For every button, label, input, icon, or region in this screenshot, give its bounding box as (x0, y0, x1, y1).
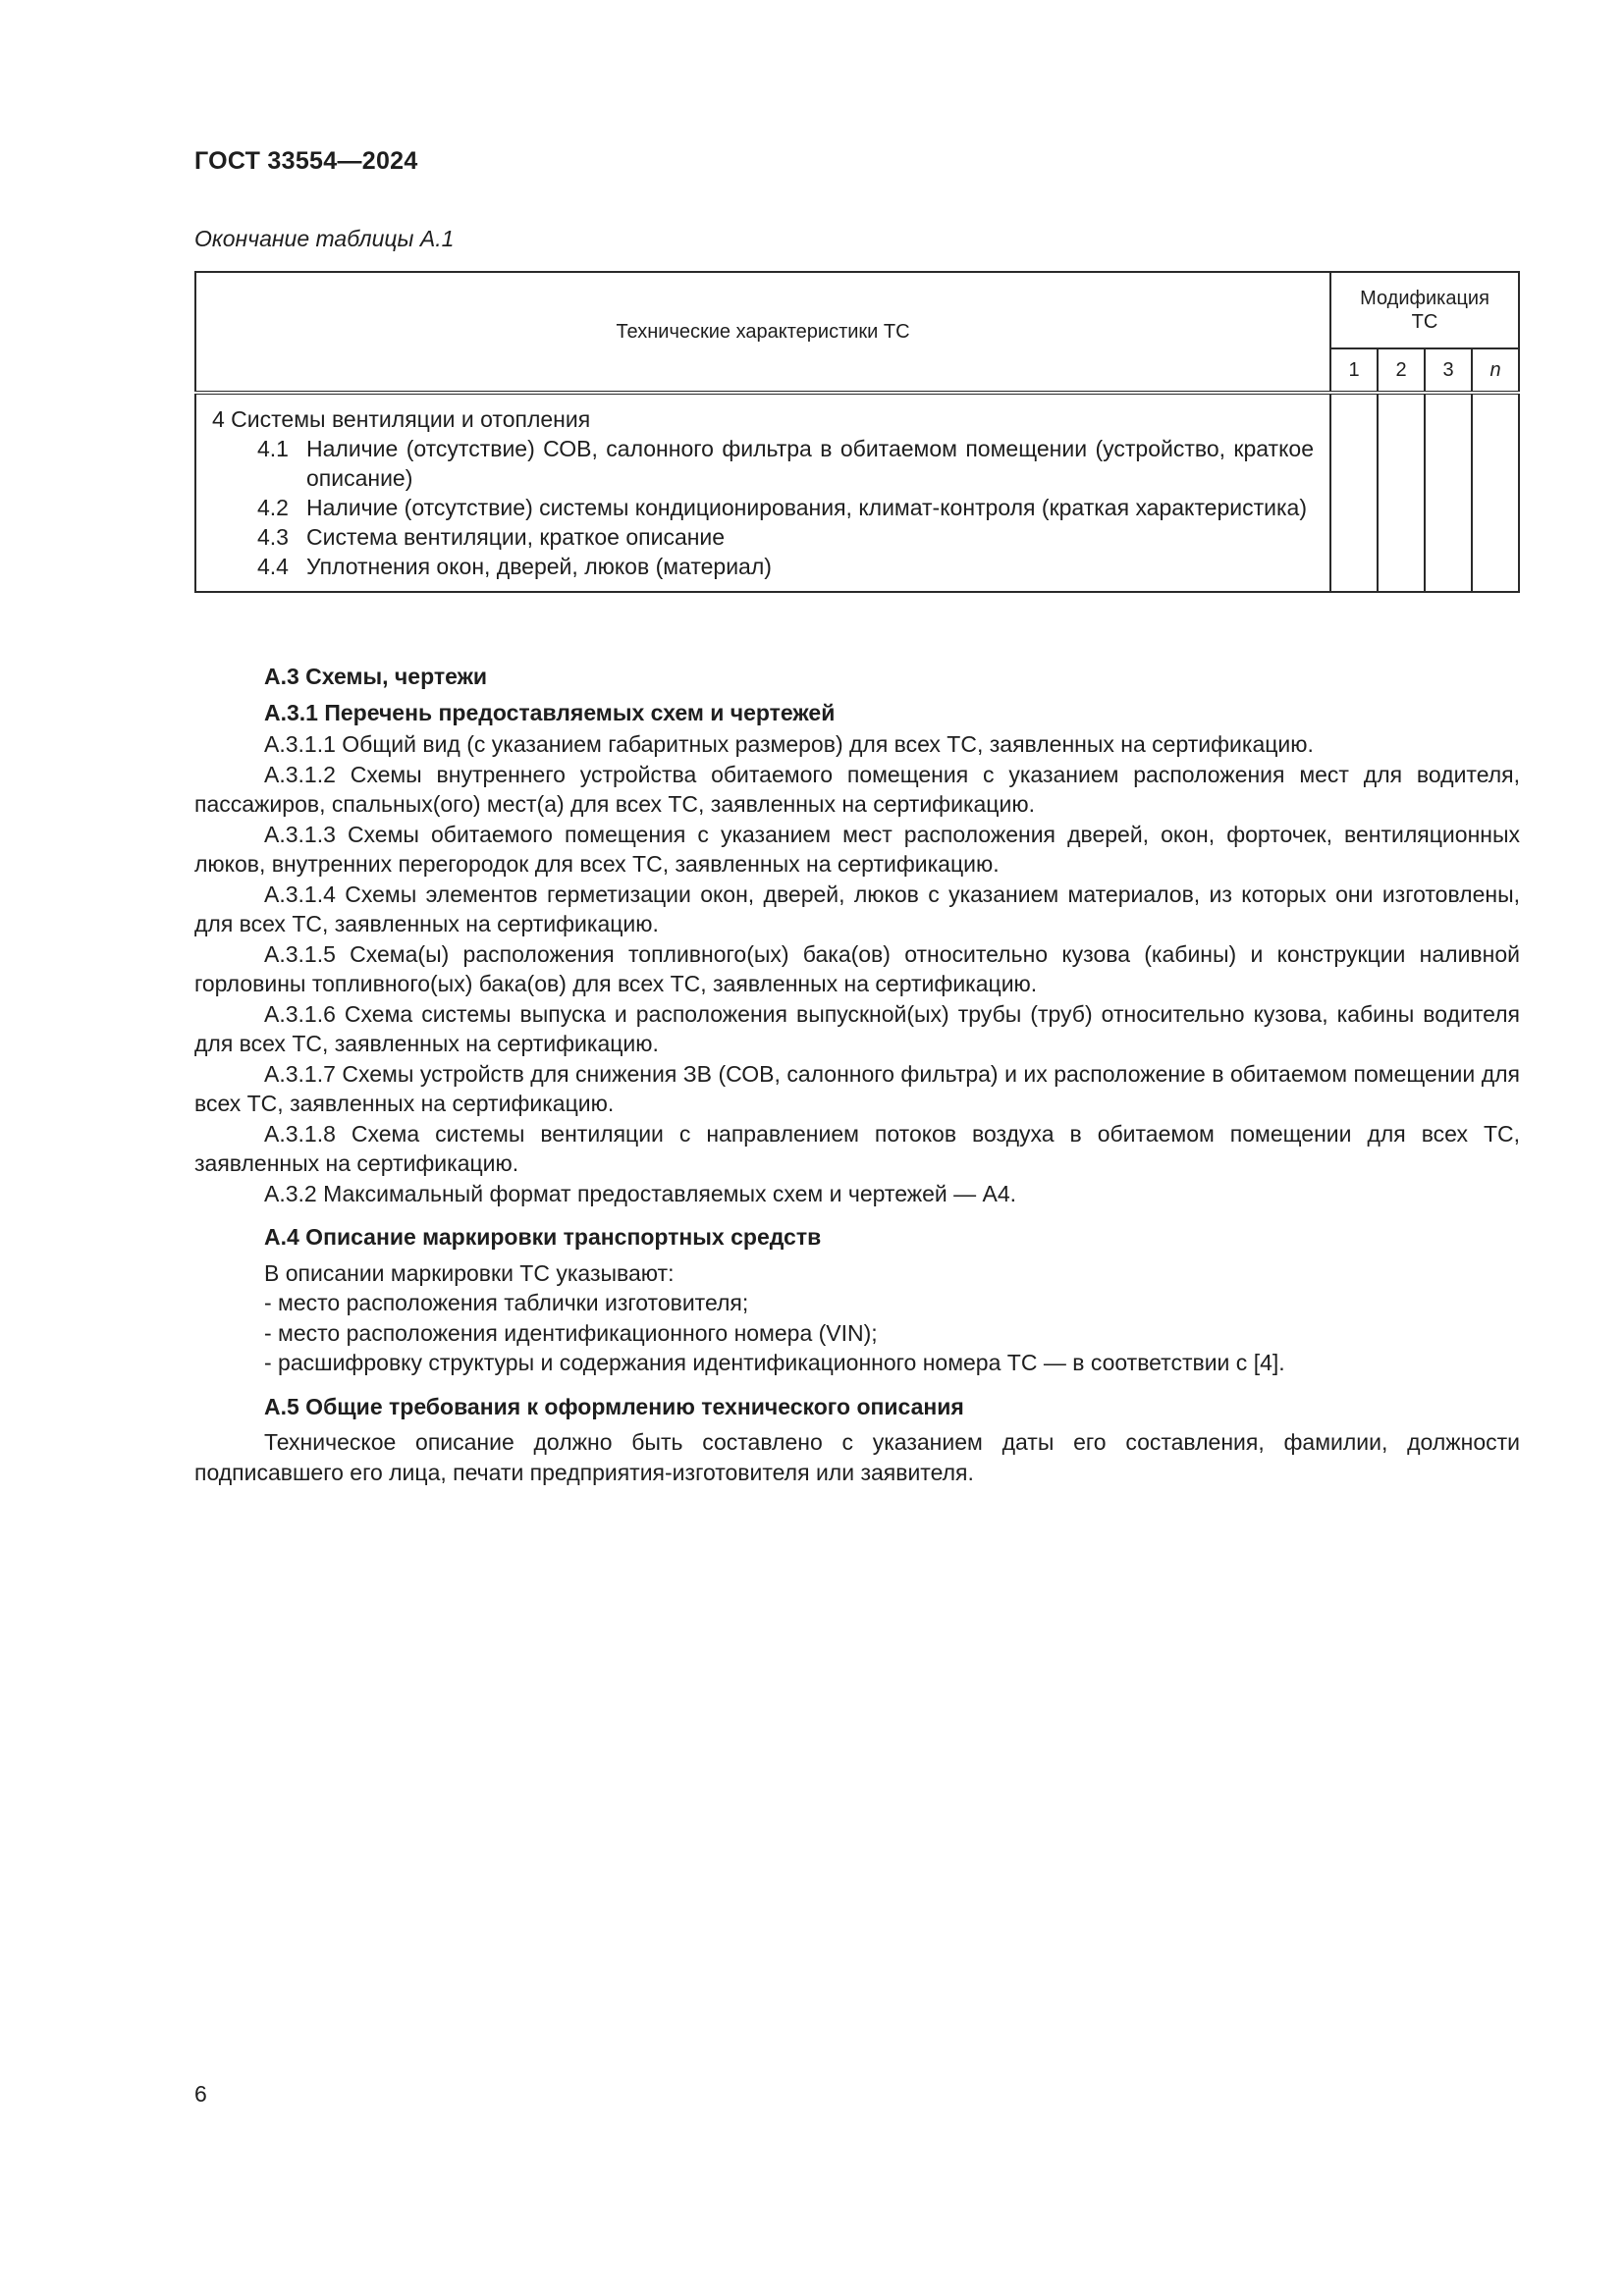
table-body-cell (195, 393, 1330, 592)
table-item (257, 552, 1314, 581)
document-header: ГОСТ 33554—2024 (194, 147, 418, 175)
paragraph: А.3.1.6 Схема системы выпуска и расположения выпускной(ых) трубы (труб) относительно кузова, кабины водителя для всех ТС, заявленных на сертификацию. (194, 1000, 1520, 1056)
mod-cell-n (1472, 393, 1519, 592)
col-header-mod-label: Модификация ТС (1360, 288, 1489, 333)
mod-col-2: 2 (1378, 348, 1425, 393)
paragraph: А.3.1.3 Схемы обитаемого помещения с указанием мест расположения дверей, окон, форточек, вентиляционных люков, внутренних перегородок для всех ТС, заявленных на сертификацию. (194, 821, 1520, 877)
table-section-title: 4 Системы вентиляции и отопления (212, 406, 591, 432)
page-number: 6 (194, 2081, 207, 2107)
paragraph: А.3.1.4 Схемы элементов герметизации окон, дверей, люков с указанием материалов, из которых они изготовлены, для всех ТС, заявленных на сертификацию. (194, 881, 1520, 936)
item-text: Система вентиляции, краткое описание (306, 524, 726, 550)
item-number: 4.4 (257, 554, 289, 579)
paragraph: А.3.1.5 Схема(ы) расположения топливного(ых) бака(ов) относительно кузова (кабины) и конструкции наливной горловины топливного(ых) бака(ов) для всех ТС, заявленных на сертификацию. (194, 940, 1520, 996)
paragraph: А.3.1.2 Схемы внутреннего устройства обитаемого помещения с указанием расположения мест для водителя, пассажиров, спальных(ого) мест(а) для всех ТС, заявленных на сертификацию. (194, 761, 1520, 817)
item-text: Наличие (отсутствие) системы кондиционирования, климат-контроля (краткая характеристика) (306, 495, 1307, 520)
list-item: - место расположения таблички изготовителя; (264, 1290, 749, 1315)
item-number: 4.1 (257, 436, 289, 461)
col-header-main: Технические характеристики ТС (195, 272, 1330, 393)
spec-table (194, 271, 1520, 593)
mod-cell-3 (1425, 393, 1472, 592)
col-header-modification (1330, 272, 1519, 348)
paragraph: А.3.1.7 Схемы устройств для снижения ЗВ (СОВ, салонного фильтра) и их расположение в обитаемом помещении для всех ТС, заявленных на сертификацию. (194, 1060, 1520, 1116)
section-a3-title: А.3 Схемы, чертежи (264, 664, 488, 689)
mod-col-1: 1 (1330, 348, 1378, 393)
item-text: Уплотнения окон, дверей, люков (материал) (306, 554, 772, 579)
mod-cell-1 (1330, 393, 1378, 592)
paragraph: Техническое описание должно быть составлено с указанием даты его составления, фамилии, должности подписавшего его лица, печати предприятия-изготовителя или заявителя. (194, 1429, 1520, 1485)
section-a31-title: А.3.1 Перечень предоставляемых схем и чертежей (264, 699, 836, 725)
paragraph: А.3.2 Максимальный формат предоставляемых схем и чертежей — А4. (264, 1180, 1017, 1206)
list-item: - место расположения идентификационного номера (VIN); (264, 1319, 878, 1346)
section-a4-title: А.4 Описание маркировки транспортных средств (264, 1224, 822, 1250)
mod-col-n: n (1472, 348, 1519, 393)
item-number: 4.3 (257, 524, 289, 550)
paragraph: В описании маркировки ТС указывают: (264, 1259, 675, 1286)
table-caption: Окончание таблицы А.1 (194, 226, 455, 251)
document-body (194, 648, 1520, 1487)
item-text: Наличие (отсутствие) СОВ, салонного фильтра в обитаемом помещении (устройство, краткое описание) (306, 436, 1314, 491)
table-item (257, 522, 1314, 552)
list-item: - расшифровку структуры и содержания идентификационного номера ТС — в соответствии с [4]. (264, 1350, 1285, 1375)
paragraph: А.3.1.8 Схема системы вентиляции с направлением потоков воздуха в обитаемом помещении для всех ТС, заявленных на сертификацию. (194, 1120, 1520, 1176)
table-item (257, 493, 1314, 522)
item-number: 4.2 (257, 495, 289, 520)
mod-cell-2 (1378, 393, 1425, 592)
paragraph: А.3.1.1 Общий вид (с указанием габаритных размеров) для всех ТС, заявленных на сертификацию. (264, 731, 1314, 757)
section-a5-title: А.5 Общие требования к оформлению технического описания (264, 1393, 964, 1419)
mod-col-3: 3 (1425, 348, 1472, 393)
table-item (257, 434, 1314, 493)
